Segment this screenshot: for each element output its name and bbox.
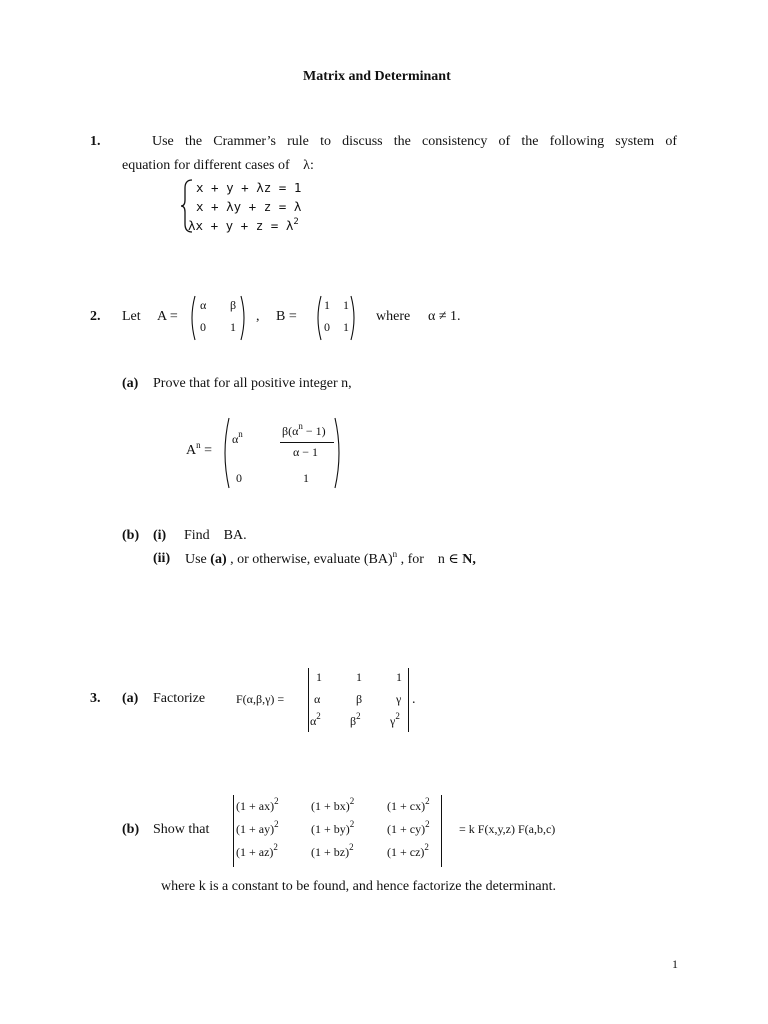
ii-bold-ref: (a): [210, 552, 227, 567]
det-d-r1c1: [236, 796, 279, 814]
numerator-tail: − 1): [305, 424, 326, 438]
det-d-r1c2: [311, 796, 355, 814]
d-r3c3-base: (1 + cz): [387, 845, 425, 859]
a-power-n-base: A: [186, 443, 197, 458]
det-f-r2c1: α: [314, 692, 321, 706]
part-3b-text: Show that: [153, 822, 210, 837]
det-d-right-bar: [441, 795, 442, 867]
part-2a-label: (a): [122, 376, 139, 391]
separator-comma: ,: [256, 309, 260, 324]
a-power-n-11-base: α: [232, 432, 239, 446]
det-f-right-bar: [408, 668, 409, 732]
part-2b-label: (b): [122, 528, 140, 543]
d-r3c1-sup: 2: [273, 842, 278, 852]
question-2-let: Let: [122, 309, 141, 324]
part-3a-text: Factorize: [153, 691, 206, 706]
r3c2-base: β: [350, 714, 357, 728]
det-d-r2c1: [236, 819, 279, 837]
det-d-r3c3: [387, 842, 429, 860]
part-2b-i-label: (i): [153, 528, 167, 543]
matrix-b-12: 1: [343, 298, 349, 312]
a-power-n-11-exp: n: [238, 429, 243, 439]
a-power-n-label: [186, 440, 213, 459]
det-f-r3c3: [390, 711, 400, 729]
d-r2c3-base: (1 + cy): [387, 822, 426, 836]
r3c1-sup: 2: [316, 711, 321, 721]
question-1-text-line2: [122, 158, 314, 174]
numerator-sup: n: [298, 421, 303, 431]
r3c3-sup: 2: [395, 711, 400, 721]
matrix-b-21: 0: [324, 320, 330, 334]
d-r1c1-base: (1 + ax): [236, 799, 275, 813]
a-power-n-22: 1: [303, 471, 309, 485]
part-2b-ii-text: [185, 551, 476, 568]
equation-3: [188, 218, 299, 233]
equation-3-text: λx + y + z = λ: [188, 218, 294, 233]
d-r1c3-base: (1 + cx): [387, 799, 426, 813]
part-3b-label: (b): [122, 822, 140, 837]
a-power-n-exponent: n: [196, 440, 201, 450]
matrix-a-11: α: [200, 298, 207, 312]
equation-3-sup: 2: [293, 217, 299, 227]
a-power-n-12-numerator: [282, 421, 326, 439]
matrix-b-22: 1: [343, 320, 349, 334]
matrix-a-21: 0: [200, 320, 206, 334]
question-1-text-line1: Use the Crammer’s rule to discuss the consistency of the following system of: [152, 134, 677, 149]
part-3a-label: (a): [122, 691, 139, 706]
matrix-b-11: 1: [324, 298, 330, 312]
a-power-n-equals: =: [204, 443, 213, 458]
d-r2c1-sup: 2: [274, 819, 279, 829]
matrix-b-brackets: [314, 294, 358, 342]
det-f-r2c2: β: [356, 692, 363, 706]
r3c3-base: γ: [390, 714, 396, 728]
numerator-head: β(α: [282, 424, 299, 438]
det-f-r3c1: [310, 711, 321, 729]
page-number: 1: [672, 957, 678, 971]
det-f-r3c2: [350, 711, 361, 729]
equation-1: x + y + λz = 1: [196, 180, 302, 195]
det-d-r2c3: [387, 819, 430, 837]
part-3b-rhs: = k F(x,y,z) F(a,b,c): [459, 822, 556, 836]
ii-pre: Use: [185, 552, 207, 567]
lambda-symbol: λ:: [303, 158, 314, 173]
part-2b-ii-label: (ii): [153, 551, 171, 566]
det-d-r2c2: [311, 819, 355, 837]
det-f-r1c2: 1: [356, 670, 362, 684]
d-r2c2-base: (1 + by): [311, 822, 350, 836]
d-r3c3-sup: 2: [424, 842, 429, 852]
det-f-r1c3: 1: [396, 670, 402, 684]
matrix-b-label: B =: [276, 309, 297, 324]
matrix-a-12: β: [230, 298, 237, 312]
question-1-number: 1.: [90, 134, 101, 149]
where-text: where: [376, 309, 411, 324]
page-title: Matrix and Determinant: [303, 69, 451, 84]
matrix-a-label: A =: [157, 309, 178, 324]
d-r1c3-sup: 2: [425, 796, 430, 806]
d-r3c2-sup: 2: [349, 842, 354, 852]
ii-natural-numbers: N,: [462, 552, 476, 567]
det-d-r1c3: [387, 796, 430, 814]
r3c2-sup: 2: [356, 711, 361, 721]
d-r1c1-sup: 2: [274, 796, 279, 806]
det-f-r1c1: 1: [316, 670, 322, 684]
det-d-left-bar: [233, 795, 234, 867]
part-3b-tail: where k is a constant to be found, and hence factorize the determinant.: [161, 879, 556, 894]
r3c1-base: α: [310, 714, 317, 728]
ii-mid: , or otherwise, evaluate (BA): [230, 552, 393, 567]
d-r3c2-base: (1 + bz): [311, 845, 350, 859]
d-r3c1-base: (1 + az): [236, 845, 274, 859]
question-2-number: 2.: [90, 309, 101, 324]
part-2b-i-text: Find BA.: [184, 528, 247, 543]
d-r1c2-sup: 2: [349, 796, 355, 806]
d-r2c3-sup: 2: [425, 819, 430, 829]
a-power-n-12-denominator: α − 1: [293, 445, 319, 459]
d-r2c1-base: (1 + ay): [236, 822, 275, 836]
question-1-text: equation for different cases of: [122, 158, 290, 173]
det-d-r3c2: [311, 842, 354, 860]
matrix-a-brackets: [188, 294, 248, 342]
part-2a-text: Prove that for all positive integer n,: [153, 376, 352, 391]
d-r2c2-sup: 2: [349, 819, 355, 829]
det-f-period: .: [412, 692, 416, 707]
a-power-n-21: 0: [236, 471, 242, 485]
ii-sup: n: [392, 549, 398, 559]
question-3-number: 3.: [90, 691, 101, 706]
det-d-r3c1: [236, 842, 278, 860]
a-power-n-11: [232, 429, 243, 447]
equation-2: x + λy + z = λ: [196, 199, 302, 214]
det-f-r2c3: γ: [396, 692, 402, 706]
f-alpha-beta-gamma: F(α,β,γ) =: [236, 692, 285, 706]
det-f-left-bar: [308, 668, 309, 732]
matrix-a-22: 1: [230, 320, 236, 334]
alpha-condition: α ≠ 1.: [428, 309, 461, 324]
d-r1c2-base: (1 + bx): [311, 799, 350, 813]
fraction-bar: [280, 442, 334, 443]
ii-post: , for n ∈: [400, 552, 459, 567]
